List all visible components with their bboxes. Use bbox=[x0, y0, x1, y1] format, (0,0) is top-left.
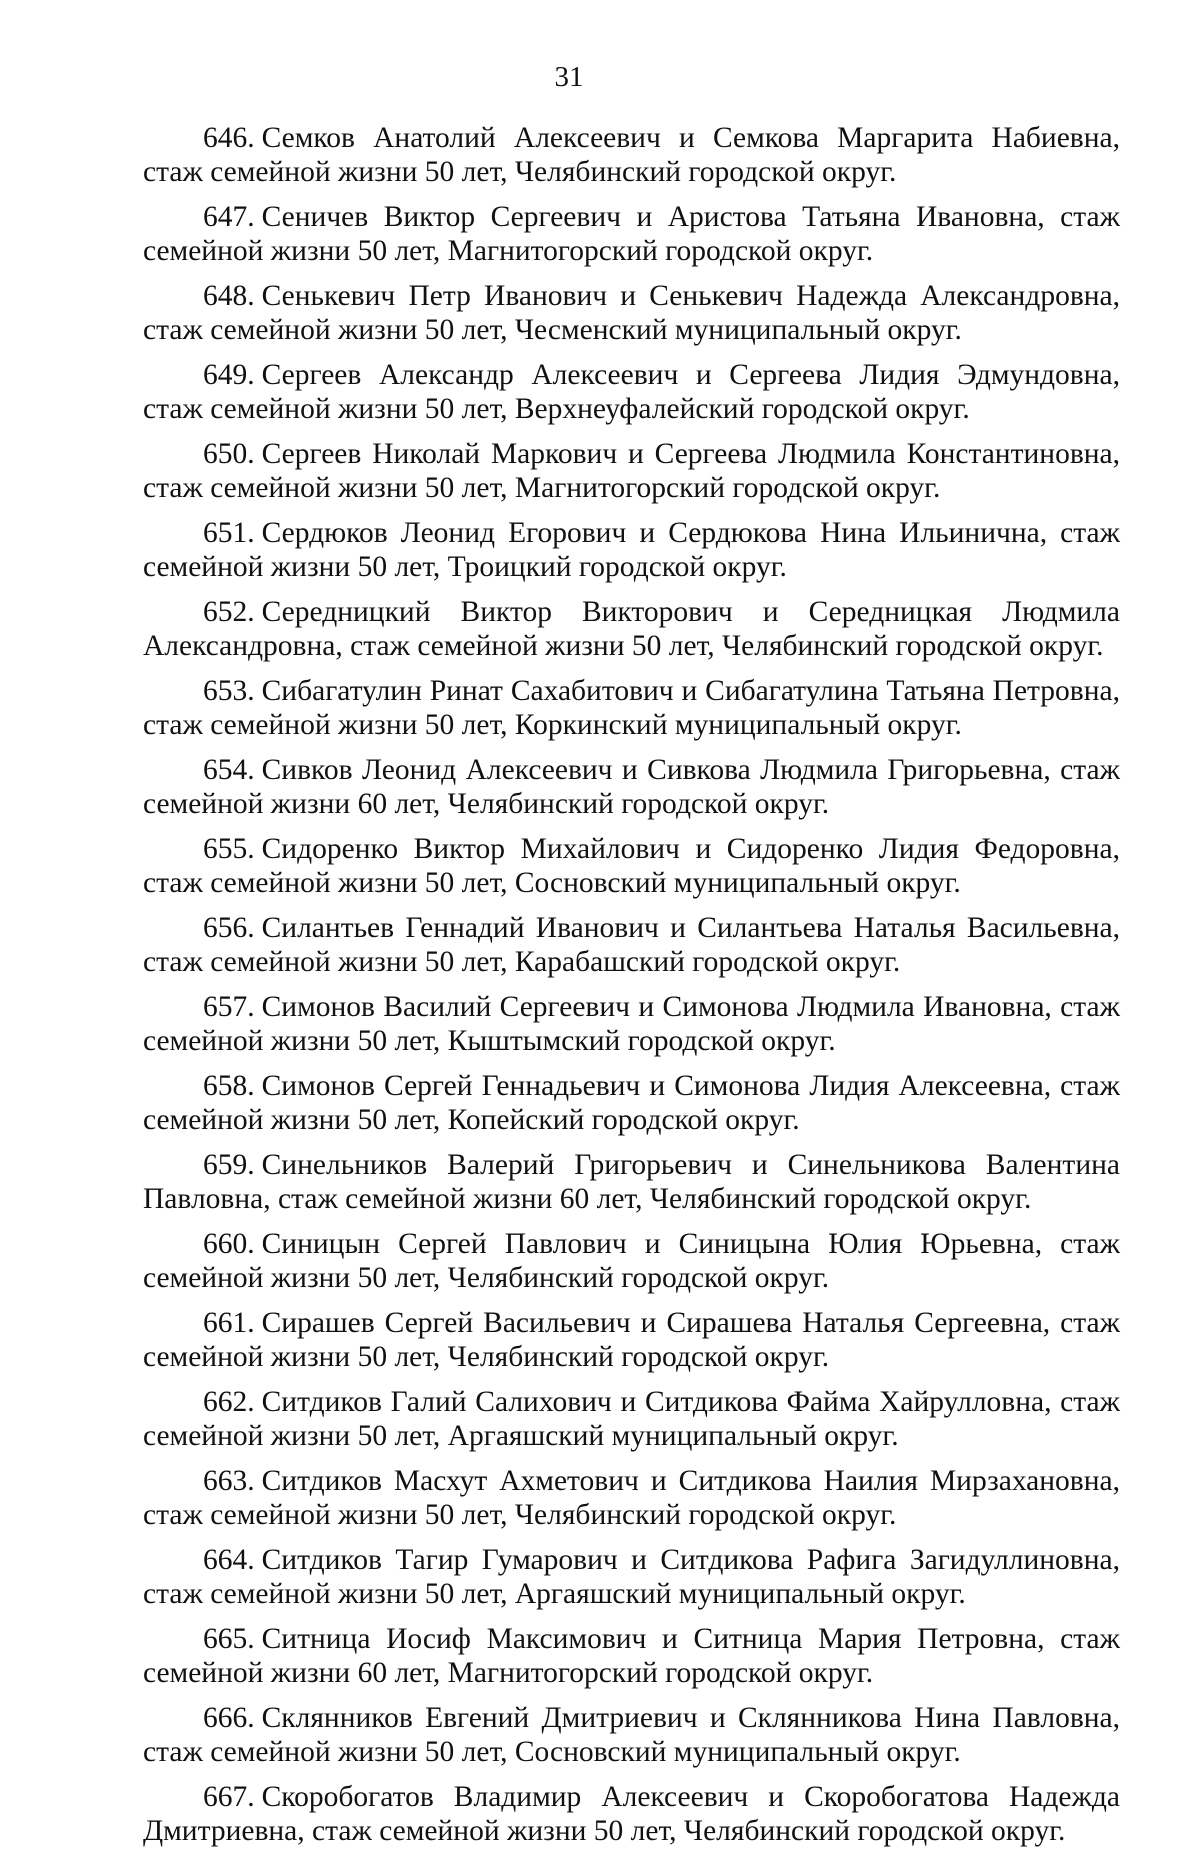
entry-number: 651. bbox=[203, 517, 255, 549]
entry-number: 653. bbox=[203, 675, 255, 707]
entry-text: Сивков Леонид Алексеевич и Сивкова Людмила Григорьевна, стаж семейной жизни 60 лет, Челябинский городской округ. bbox=[143, 754, 1120, 820]
entry-text: Синельников Валерий Григорьевич и Синельникова Валентина Павловна, стаж семейной жизни 60 лет, Челябинский городской округ. bbox=[143, 1149, 1120, 1215]
list-item bbox=[143, 595, 1120, 663]
entry-number: 655. bbox=[203, 833, 255, 865]
entry-number: 649. bbox=[203, 359, 255, 391]
entry-number: 648. bbox=[203, 280, 255, 312]
entry-text: Ситдиков Галий Салихович и Ситдикова Файма Хайрулловна, стаж семейной жизни 50 лет, Аргаяшский муниципальный округ. bbox=[143, 1386, 1120, 1452]
entry-text: Симонов Василий Сергеевич и Симонова Людмила Ивановна, стаж семейной жизни 50 лет, Кыштымский городской округ. bbox=[143, 991, 1120, 1057]
entry-text: Сенькевич Петр Иванович и Сенькевич Надежда Александровна, стаж семейной жизни 50 лет, Чесменский муниципальный округ. bbox=[143, 280, 1120, 346]
entry-number: 654. bbox=[203, 754, 255, 786]
list-item bbox=[143, 832, 1120, 900]
list-item bbox=[143, 1306, 1120, 1374]
list-item bbox=[143, 911, 1120, 979]
entry-number: 660. bbox=[203, 1228, 255, 1260]
entry-number: 662. bbox=[203, 1386, 255, 1418]
entry-text: Скоробогатов Владимир Алексеевич и Скоробогатова Надежда Дмитриевна, стаж семейной жизни 50 лет, Челябинский городской округ. bbox=[143, 1781, 1120, 1847]
entry-text: Ситдиков Тагир Гумарович и Ситдикова Рафига Загидуллиновна, стаж семейной жизни 50 лет, Аргаяшский муниципальный округ. bbox=[143, 1544, 1120, 1610]
list-item bbox=[143, 1543, 1120, 1611]
entry-number: 657. bbox=[203, 991, 255, 1023]
entry-text: Сирашев Сергей Васильевич и Сирашева Наталья Сергеевна, стаж семейной жизни 50 лет, Челябинский городской округ. bbox=[143, 1307, 1120, 1373]
entry-text: Сидоренко Виктор Михайлович и Сидоренко Лидия Федоровна, стаж семейной жизни 50 лет, Сосновский муниципальный округ. bbox=[143, 833, 1120, 899]
entry-number: 665. bbox=[203, 1623, 255, 1655]
entry-text: Симонов Сергей Геннадьевич и Симонова Лидия Алексеевна, стаж семейной жизни 50 лет, Копейский городской округ. bbox=[143, 1070, 1120, 1136]
entry-number: 666. bbox=[203, 1702, 255, 1734]
entry-number: 647. bbox=[203, 201, 255, 233]
entry-number: 659. bbox=[203, 1149, 255, 1181]
list-item bbox=[143, 1622, 1120, 1690]
list-item bbox=[143, 279, 1120, 347]
list-item bbox=[143, 674, 1120, 742]
entry-text: Сергеев Николай Маркович и Сергеева Людмила Константиновна, стаж семейной жизни 50 лет, Магнитогорский городской округ. bbox=[143, 438, 1120, 504]
list-item bbox=[143, 1069, 1120, 1137]
entry-text: Сергеев Александр Алексеевич и Сергеева Лидия Эдмундовна, стаж семейной жизни 50 лет, Верхнеуфалейский городской округ. bbox=[143, 359, 1120, 425]
list-item bbox=[143, 516, 1120, 584]
entry-number: 661. bbox=[203, 1307, 255, 1339]
entry-number: 667. bbox=[203, 1781, 255, 1813]
list-item bbox=[143, 990, 1120, 1058]
entry-number: 663. bbox=[203, 1465, 255, 1497]
entry-number: 652. bbox=[203, 596, 255, 628]
entry-text: Сердюков Леонид Егорович и Сердюкова Нина Ильинична, стаж семейной жизни 50 лет, Троицкий городской округ. bbox=[143, 517, 1120, 583]
entry-number: 664. bbox=[203, 1544, 255, 1576]
entry-text: Семков Анатолий Алексеевич и Семкова Маргарита Набиевна, стаж семейной жизни 50 лет, Челябинский городской округ. bbox=[143, 122, 1120, 188]
entry-number: 656. bbox=[203, 912, 255, 944]
list-item bbox=[143, 753, 1120, 821]
entry-number: 646. bbox=[203, 122, 255, 154]
list-item bbox=[143, 1780, 1120, 1848]
entry-text: Силантьев Геннадий Иванович и Силантьева Наталья Васильевна, стаж семейной жизни 50 лет, Карабашский городской округ. bbox=[143, 912, 1120, 978]
list-item bbox=[143, 1464, 1120, 1532]
entry-text: Сибагатулин Ринат Сахабитович и Сибагатулина Татьяна Петровна, стаж семейной жизни 50 лет, Коркинский муниципальный округ. bbox=[143, 675, 1120, 741]
entry-list bbox=[143, 121, 1120, 1859]
page-number: 31 bbox=[554, 61, 584, 93]
entry-text: Середницкий Виктор Викторович и Середницкая Людмила Александровна, стаж семейной жизни 50 лет, Челябинский городской округ. bbox=[143, 596, 1120, 662]
list-item bbox=[143, 200, 1120, 268]
entry-text: Склянников Евгений Дмитриевич и Склянникова Нина Павловна, стаж семейной жизни 50 лет, Сосновский муниципальный округ. bbox=[143, 1702, 1120, 1768]
entry-text: Сеничев Виктор Сергеевич и Аристова Татьяна Ивановна, стаж семейной жизни 50 лет, Магнитогорский городской округ. bbox=[143, 201, 1120, 267]
entry-text: Ситдиков Масхут Ахметович и Ситдикова Наилия Мирзахановна, стаж семейной жизни 50 лет, Челябинский городской округ. bbox=[143, 1465, 1120, 1531]
list-item bbox=[143, 1148, 1120, 1216]
list-item bbox=[143, 1385, 1120, 1453]
entry-number: 658. bbox=[203, 1070, 255, 1102]
list-item bbox=[143, 1701, 1120, 1769]
entry-text: Синицын Сергей Павлович и Синицына Юлия Юрьевна, стаж семейной жизни 50 лет, Челябинский городской округ. bbox=[143, 1228, 1120, 1294]
entry-text: Ситница Иосиф Максимович и Ситница Мария Петровна, стаж семейной жизни 60 лет, Магнитогорский городской округ. bbox=[143, 1623, 1120, 1689]
list-item bbox=[143, 121, 1120, 189]
list-item bbox=[143, 358, 1120, 426]
list-item bbox=[143, 437, 1120, 505]
list-item bbox=[143, 1227, 1120, 1295]
entry-number: 650. bbox=[203, 438, 255, 470]
